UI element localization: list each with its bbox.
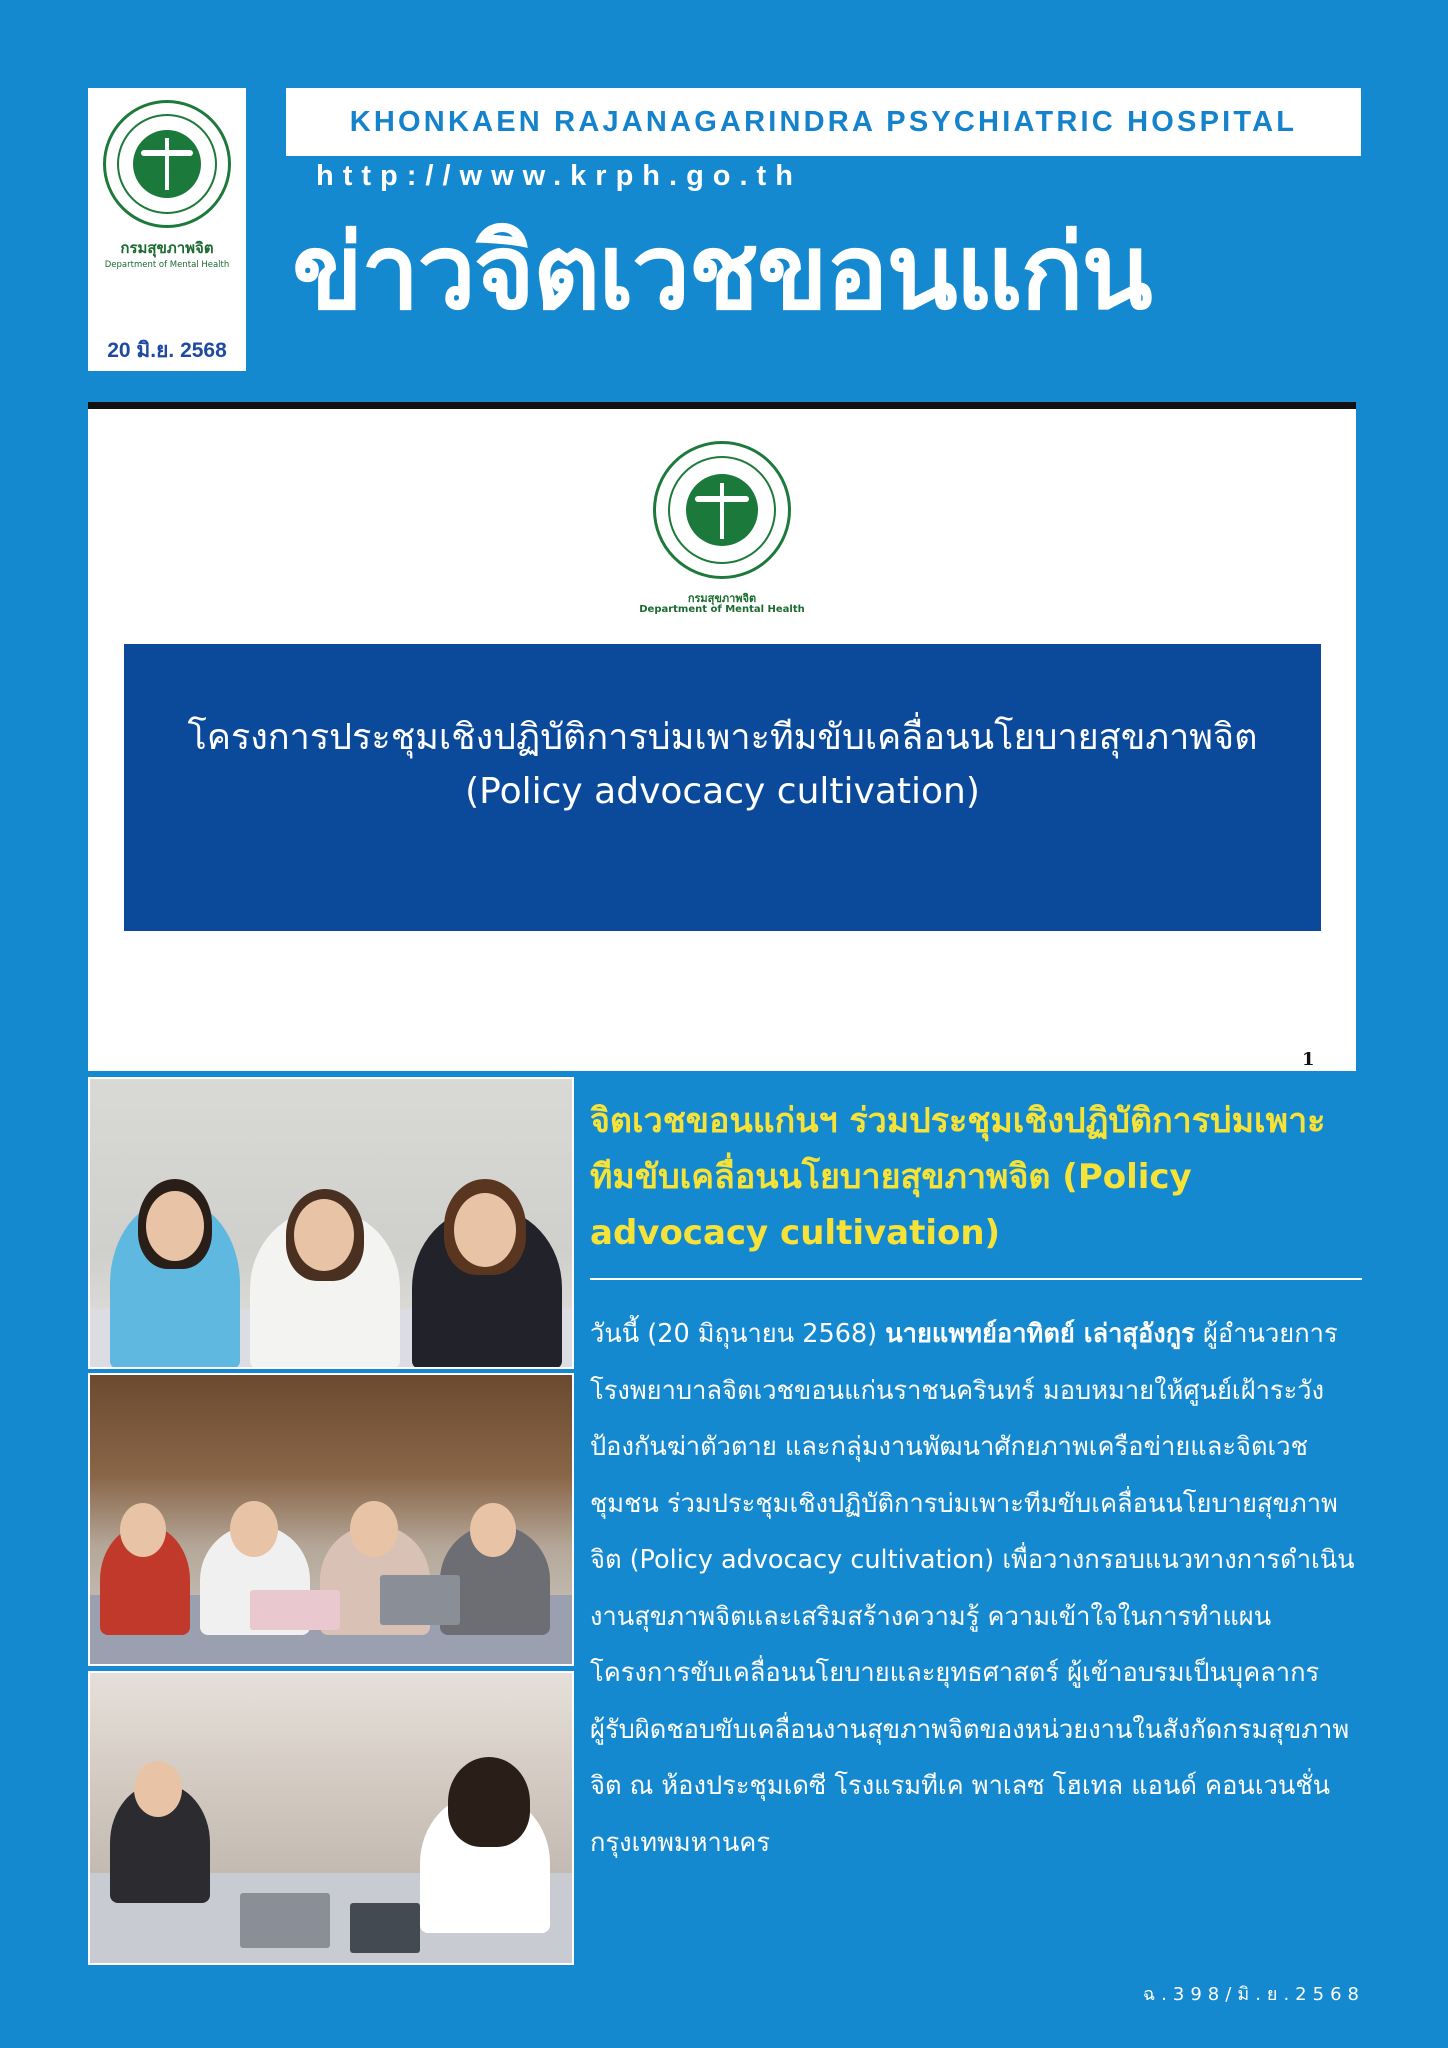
hospital-name: KHONKAEN RAJANAGARINDRA PSYCHIATRIC HOSPITAL (349, 105, 1298, 138)
cover-dept-english: Department of Mental Health (639, 604, 805, 615)
hospital-banner (286, 88, 1361, 156)
photo-workshop-tables (88, 1671, 574, 1965)
cover-page-number: 1 (1302, 1049, 1315, 1070)
logo-dept-thai: กรมสุขภาพจิต (120, 239, 214, 257)
logo-box (88, 88, 246, 371)
article-body (590, 1306, 1362, 1871)
photo-three-women (88, 1077, 574, 1369)
cover-title-english: (Policy advocacy cultivation) (465, 771, 980, 812)
cover-top-rule (88, 402, 1356, 409)
article-body-lead: วันนี้ (20 มิถุนายน 2568) (590, 1319, 886, 1349)
ministry-seal-icon (103, 100, 231, 228)
article-divider (590, 1278, 1362, 1280)
cover-banner (124, 644, 1321, 931)
article-headline: จิตเวชขอนแก่นฯ ร่วมประชุมเชิงปฏิบัติการบ่มเพาะทีมขับเคลื่อนนโยบายสุขภาพจิต (Policy advocacy cultivation) (590, 1101, 1326, 1253)
cover-title-thai: โครงการประชุมเชิงปฏิบัติการบ่มเพาะทีมขับเคลื่อนนโยบายสุขภาพจิต (187, 717, 1258, 758)
website-link[interactable]: http://www.krph.go.th (316, 160, 802, 192)
logo-dept-english: Department of Mental Health (104, 260, 230, 270)
cover-ministry-seal-icon (653, 441, 791, 579)
cover-dept-thai: กรมสุขภาพจิต (687, 592, 757, 605)
article-body-text: ผู้อำนวยการโรงพยาบาลจิตเวชขอนแก่นราชนครินทร์ มอบหมายให้ศูนย์เฝ้าระวังป้องกันฆ่าตัวตาย และกลุ่มงานพัฒนาศักยภาพเครือข่ายและจิตเวชชุมชน ร่วมประชุมเชิงปฏิบัติการบ่มเพาะทีมขับเคลื่อนนโยบายสุขภาพจิต (Policy advocacy cultivation) เพื่อวางกรอบแนวทางการดำเนินงานสุขภาพจิตและเสริมสร้างความรู้ ความเข้าใจในการทำแผนโครงการขับเคลื่อนนโยบายและยุทธศาสตร์ ผู้เข้าอบรมเป็นบุคลากรผู้รับผิดชอบขับเคลื่อนงานสุขภาพจิตของหน่วยงานในสังกัดกรมสุขภาพจิต ณ ห้องประชุมเดซี โรงแรมทีเค พาเลซ โฮเทล แอนด์ คอนเวนชั่น กรุงเทพมหานคร (590, 1319, 1355, 1858)
issue-date: 20 มิ.ย. 2568 (107, 339, 227, 362)
masthead-title: ข่าวจิตเวชขอนแก่น (292, 211, 1151, 333)
cover-image (88, 409, 1356, 1071)
issue-code: ฉ.398/มิ.ย.2568 (1142, 1984, 1365, 2005)
photo-workshop-room (88, 1373, 574, 1666)
article-body-director-name: นายแพทย์อาทิตย์ เล่าสุอังกูร (885, 1319, 1195, 1349)
